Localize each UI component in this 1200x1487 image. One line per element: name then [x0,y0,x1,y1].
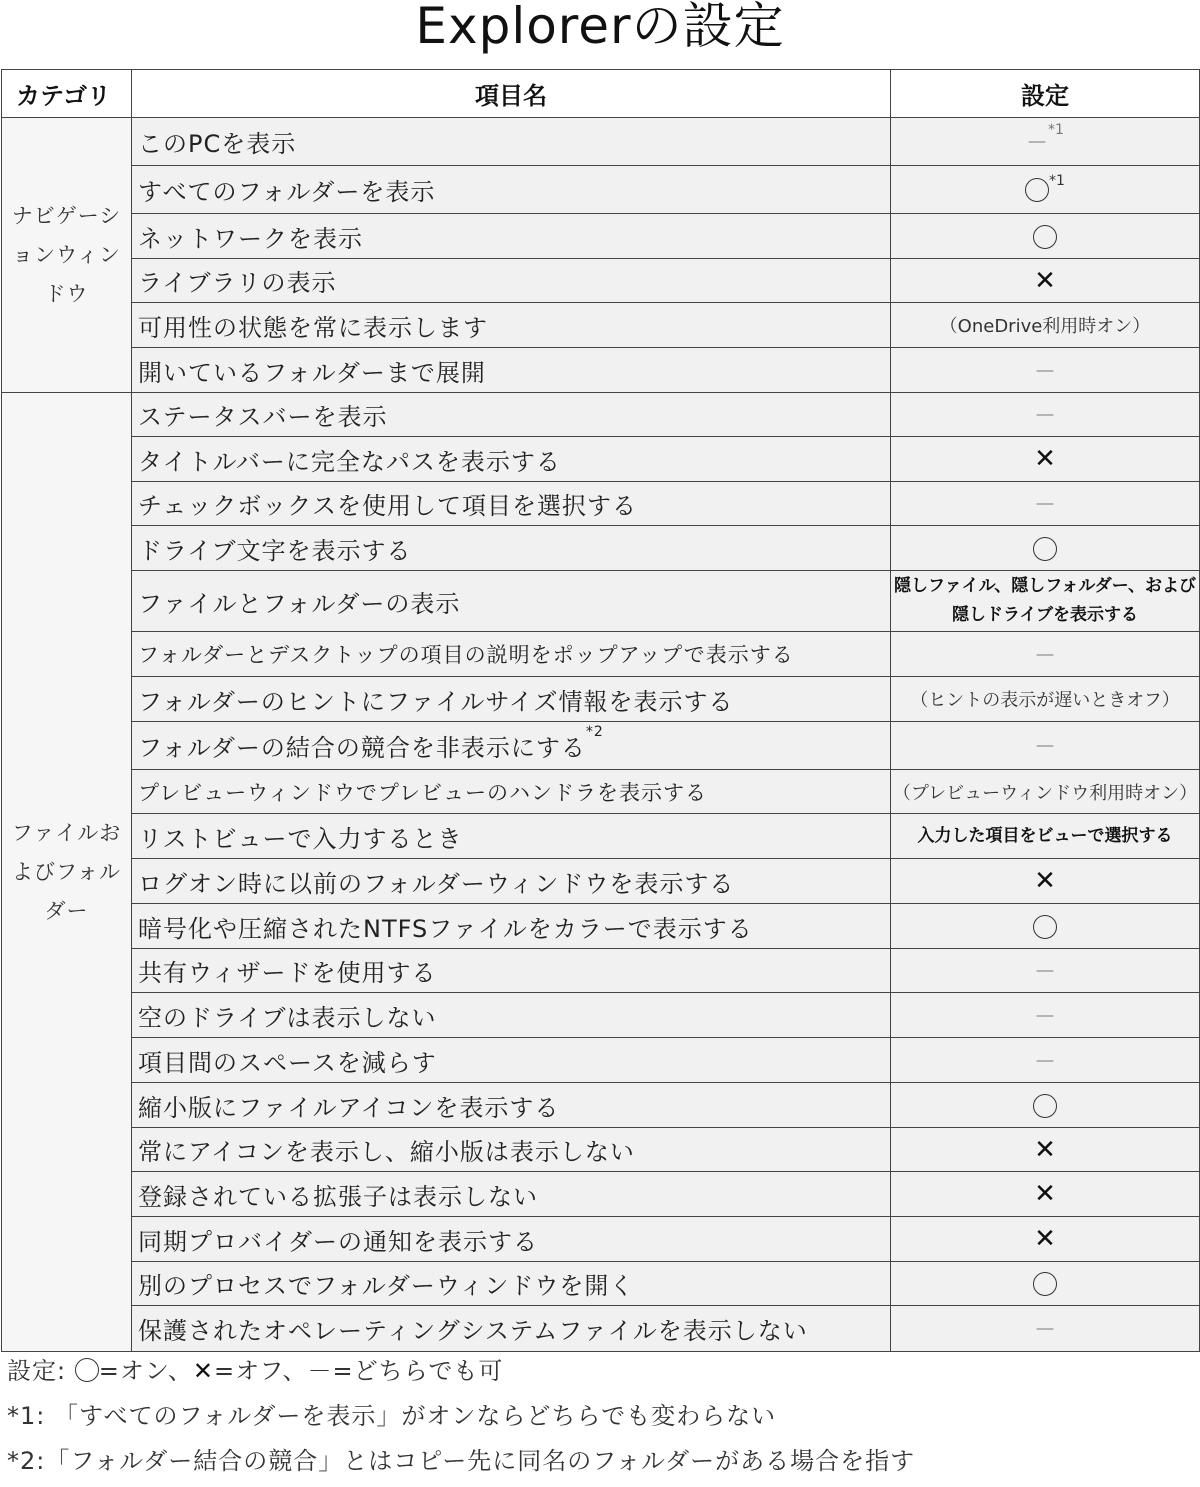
item-name-text: 縮小版にファイルアイコンを表示する [138,1093,560,1122]
setting-value [891,859,1200,904]
setting-value [891,393,1200,437]
dash-mark: － [1026,131,1049,156]
cross-icon: ✕ [1034,1224,1056,1254]
table-row [2,571,1200,632]
item-name [132,632,891,677]
item-name-text: 常にアイコンを表示し、縮小版は表示しない [138,1138,635,1166]
table-row [2,632,1200,677]
setting-value [891,348,1200,393]
item-name [132,904,891,949]
setting-value [891,949,1200,993]
table-row [2,1217,1200,1262]
setting-value [891,482,1200,526]
setting-value [891,1306,1200,1352]
setting-value [891,814,1200,859]
table-row [2,1038,1200,1083]
item-name [132,348,891,393]
setting-value [891,259,1200,303]
item-name [132,1172,891,1217]
header-category: カテゴリ [2,70,132,118]
setting-value [891,118,1200,166]
table-row [2,303,1200,348]
item-name [132,259,891,303]
table-row [2,770,1200,814]
category-navigation: ナビゲーションウィンドウ [2,118,132,393]
item-name [132,118,891,166]
table-row [2,259,1200,303]
setting-value [891,1038,1200,1083]
circle-icon [1033,1094,1057,1118]
setting-value [891,632,1200,677]
item-name-text: ログオン時に以前のフォルダーウィンドウを表示する [138,869,735,898]
table-row [2,859,1200,904]
table-row [2,348,1200,393]
table-row [2,526,1200,571]
item-name-text: 可用性の状態を常に表示します [138,313,488,342]
item-name [132,770,891,814]
item-name [132,677,891,722]
setting-text: 隠しファイル、隠しフォルダー、および隠しドライブを表示する [893,576,1197,625]
item-name-text: このPCを表示 [138,130,297,158]
footnote-mark: *2 [585,724,604,740]
item-name-text: ネットワークを表示 [138,224,363,253]
item-name [132,859,891,904]
legend-dash: －=どちらでも可 [307,1357,504,1385]
table-row [2,393,1200,437]
item-name-text: タイトルバーに完全なパスを表示する [138,447,561,476]
table-row [2,1172,1200,1217]
setting-value [891,437,1200,482]
setting-value [891,214,1200,259]
setting-value [891,526,1200,571]
item-name [132,437,891,482]
item-name [132,1262,891,1306]
item-name [132,814,891,859]
table-row [2,437,1200,482]
item-name-text: リストビューで入力するとき [138,824,463,853]
setting-text: 入力した項目をビューで選択する [917,825,1173,846]
item-name-text: ライブラリの表示 [138,269,337,297]
dash-mark: － [1033,359,1056,385]
table-row [2,814,1200,859]
item-name [132,571,891,632]
item-name [132,1128,891,1172]
item-name-text: 開いているフォルダーまで展開 [138,358,486,387]
item-name-text: すべてのフォルダーを表示 [138,178,436,206]
table-row [2,993,1200,1038]
setting-note: （OneDrive利用時オン） [939,316,1151,337]
dash-mark: － [1033,960,1056,985]
item-name [132,1038,891,1083]
table-row [2,1306,1200,1352]
footer-notes [7,1352,1197,1487]
footnote-2: *2:「フォルダー結合の競合」とはコピー先に同名のフォルダーがある場合を指す [7,1447,916,1475]
cross-icon: ✕ [1034,1134,1056,1165]
legend-on: =オン、 [98,1357,193,1385]
circle-icon [1025,178,1049,202]
table-row [2,904,1200,949]
dash-mark: － [1033,1004,1056,1030]
setting-value [891,166,1200,214]
item-name [132,1306,891,1352]
footnote-1: *1: 「すべてのフォルダーを表示」がオンならどちらでも変わらない [7,1402,777,1430]
item-name-text: プレビューウィンドウでプレビューのハンドラを表示する [138,780,708,805]
table-row [2,1262,1200,1306]
circle-icon [1033,225,1057,249]
table-row [2,722,1200,770]
page-title: Explorerの設定 [415,0,785,55]
cross-icon: ✕ [1034,265,1056,296]
table-row [2,214,1200,259]
cross-icon: ✕ [1034,866,1056,896]
dash-mark: － [1033,404,1056,429]
item-name [132,393,891,437]
item-name-text: 空のドライブは表示しない [138,1003,437,1032]
item-name-text: ステータスバーを表示 [138,403,388,431]
settings-table [1,69,1200,1352]
footnote-mark: *1 [1048,122,1064,138]
dash-mark: － [1033,1049,1056,1075]
header-setting: 設定 [891,70,1200,118]
item-name-text: 共有ウィザードを使用する [138,959,437,987]
cross-icon: ✕ [1034,1179,1056,1209]
item-name [132,303,891,348]
dash-mark: － [1033,643,1056,669]
legend-prefix: 設定: [7,1357,75,1385]
legend-line [7,1352,1197,1397]
item-name-text: ファイルとフォルダーの表示 [138,589,461,618]
item-name-text: 項目間のスペースを減らす [138,1048,437,1077]
cross-icon: ✕ [192,1357,215,1385]
table-row [2,949,1200,993]
legend-off: =オフ、 [214,1357,308,1385]
item-name-text: ドライブ文字を表示する [138,536,412,565]
circle-icon [1033,537,1057,561]
category-files: ファイルおよびフォルダー [2,393,132,1352]
table-row [2,166,1200,214]
footnote-mark: *1 [1049,173,1065,189]
dash-mark: － [1033,493,1056,518]
item-name-text: 暗号化や圧縮されたNTFSファイルをカラーで表示する [138,914,753,943]
item-name-text: チェックボックスを使用して項目を選択する [138,492,638,520]
header-item: 項目名 [132,70,891,118]
item-name [132,993,891,1038]
header-row [2,70,1200,118]
setting-value [891,303,1200,348]
item-name-text: 別のプロセスでフォルダーウィンドウを開く [138,1272,635,1300]
setting-value [891,904,1200,949]
table-row [2,1128,1200,1172]
item-name-text: フォルダーとデスクトップの項目の説明をポップアップで表示する [138,643,794,667]
item-name [132,1217,891,1262]
item-name-text: フォルダーのヒントにファイルサイズ情報を表示する [138,687,734,716]
item-name [132,722,891,770]
item-name-text: 保護されたオペレーティングシステムファイルを表示しない [138,1317,808,1345]
item-name [132,482,891,526]
table-row [2,1083,1200,1128]
setting-value [891,571,1200,632]
item-name [132,1083,891,1128]
dash-mark: － [1033,1318,1056,1343]
circle-icon [1033,1272,1057,1296]
dash-mark: － [1033,735,1056,760]
cross-icon: ✕ [1034,444,1056,474]
setting-value [891,722,1200,770]
setting-value [891,1128,1200,1172]
setting-value [891,770,1200,814]
item-name [132,526,891,571]
setting-value [891,1217,1200,1262]
item-name-text: 登録されている拡張子は表示しない [138,1182,538,1211]
setting-note: （ヒントの表示が遅いときオフ） [910,690,1180,711]
setting-value [891,1262,1200,1306]
circle-icon [1033,915,1057,939]
item-name-text: 同期プロバイダーの通知を表示する [138,1227,538,1256]
item-name [132,214,891,259]
table-row [2,482,1200,526]
setting-value [891,677,1200,722]
setting-value [891,1083,1200,1128]
table-row [2,118,1200,166]
setting-value [891,1172,1200,1217]
item-name [132,166,891,214]
setting-value [891,993,1200,1038]
item-name [132,949,891,993]
table-row [2,677,1200,722]
item-name-text: フォルダーの結合の競合を非表示にする [138,734,586,762]
circle-icon [75,1358,99,1382]
setting-note: （プレビューウィンドウ利用時オン） [892,782,1198,804]
